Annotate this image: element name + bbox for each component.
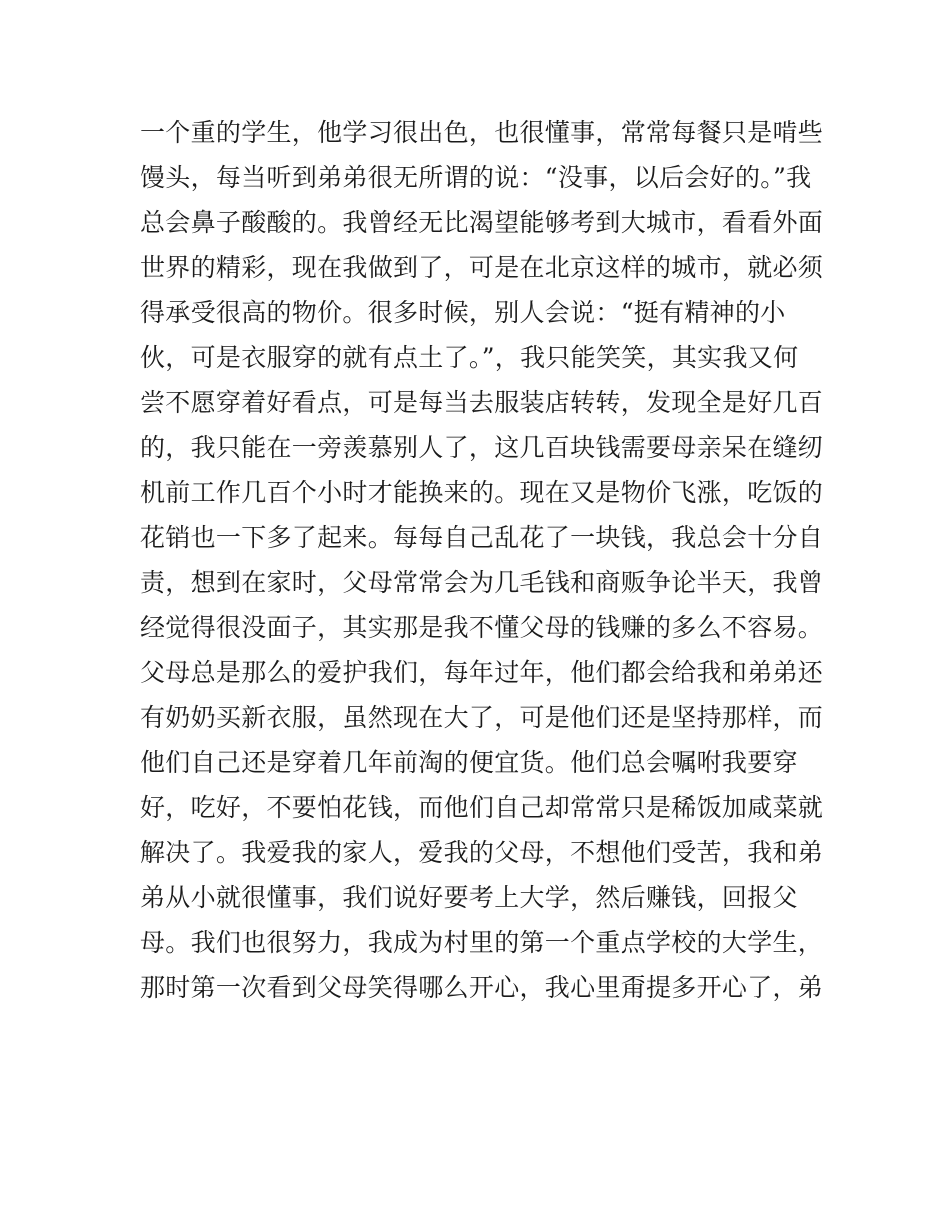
text-line: 那时第一次看到父母笑得哪么开心，我心里甭提多开心了，弟: [140, 973, 824, 1002]
text-line: 尝不愿穿着好看点，可是每当去服装店转转，发现全是好几百: [140, 388, 824, 417]
text-line: 伙，可是衣服穿的就有点土了。”，我只能笑笑，其实我又何: [140, 343, 799, 372]
text-line: 责，想到在家时，父母常常会为几毛钱和商贩争论半天，我曾: [140, 568, 824, 597]
body-text: [140, 110, 824, 1010]
text-line: 馒头，每当听到弟弟很无所谓的说：“没事，以后会好的。”我: [140, 163, 812, 192]
text-line: 机前工作几百个小时才能换来的。现在又是物价飞涨，吃饭的: [140, 478, 824, 507]
text-line: 总会鼻子酸酸的。我曾经无比渴望能够考到大城市，看看外面: [140, 208, 824, 237]
text-line: 有奶奶买新衣服，虽然现在大了，可是他们还是坚持那样，而: [140, 703, 824, 732]
text-line: 花销也一下多了起来。每每自己乱花了一块钱，我总会十分自: [140, 523, 824, 552]
text-line: 父母总是那么的爱护我们，每年过年，他们都会给我和弟弟还: [140, 658, 824, 687]
text-line: 得承受很高的物价。很多时候，别人会说：“挺有精神的小: [140, 298, 786, 327]
text-line: 弟从小就很懂事，我们说好要考上大学，然后赚钱，回报父: [140, 883, 798, 912]
text-line: 好，吃好，不要怕花钱，而他们自己却常常只是稀饭加咸菜就: [140, 793, 824, 822]
text-line: 世界的精彩，现在我做到了，可是在北京这样的城市，就必须: [140, 253, 824, 282]
text-line: 一个重的学生，他学习很出色，也很懂事，常常每餐只是啃些: [140, 118, 824, 147]
text-line: 他们自己还是穿着几年前淘的便宜货。他们总会嘱咐我要穿: [140, 748, 798, 777]
text-line: 的，我只能在一旁羡慕别人了，这几百块钱需要母亲呆在缝纫: [140, 433, 824, 462]
text-line: 母。我们也很努力，我成为村里的第一个重点学校的大学生，: [140, 928, 824, 957]
text-line: 解决了。我爱我的家人，爱我的父母，不想他们受苦，我和弟: [140, 838, 824, 867]
text-line: 经觉得很没面子，其实那是我不懂父母的钱赚的多么不容易。: [140, 613, 824, 642]
